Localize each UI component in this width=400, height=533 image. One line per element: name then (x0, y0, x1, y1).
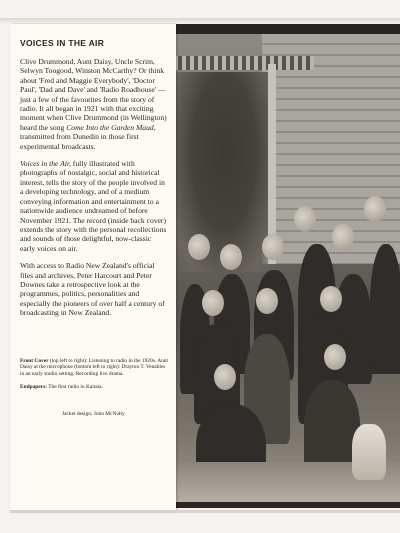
endpapers-label: Endpapers: (20, 383, 47, 390)
person-head (294, 206, 316, 232)
book-bottom-edge (10, 510, 400, 513)
book-title-italic: Voices in the Air, (20, 159, 71, 169)
person-head (256, 288, 278, 314)
veranda-lattice (174, 56, 314, 70)
cover-photograph (174, 34, 400, 502)
person-head (220, 244, 242, 270)
endpapers-text: The first radio in Kaitaia. (46, 383, 103, 390)
flap-paragraph-intro (20, 57, 168, 151)
dust-jacket-flap (10, 24, 176, 512)
intro-text: Clive Drummond, Aunt Daisy, Uncle Scrim, Selwyn Toogood, Winston McCarthy? Or think about 'Fred and Maggie Everybody', 'Doctor Paul', 'Dad and Dave' and 'Radio Roadhouse' — just a few of the favourites from the story of radio. It all began in 1921 with that exciting moment when Clive Drummond (in Wellington) heard the song (20, 57, 167, 132)
dog-figure (352, 424, 386, 480)
flap-paragraph-authors: With access to Radio New Zealand's official files and archives, Peter Harcourt and Peter Downes take a retrospective look at the programmes, politics, personalities and especially the pioneers of over half a century of broadcasting in New Zealand. (20, 261, 165, 318)
jacket-design-credit: Jacket design: John McNulty (62, 410, 125, 417)
intro-text-end: transmitted from Dunedin in those first experimental broadcasts. (20, 132, 139, 151)
person-head (324, 344, 346, 370)
person-head (332, 224, 354, 250)
credits-text: (top left to right): Listening to radio in the 1920s. Aunt Daisy at the microphone (bottom left to right): Drayton T. Venables in an early studio setting. Recording live drama. (20, 357, 168, 378)
person-head (320, 286, 342, 312)
description-text: fully illustrated with photographs of nostalgic, social and historical interest, tells the story of the people involved in a developing technology, and of a medium conveying information and entertainment to a nationwide audience undreamed of before November 1921. The record (inside back cover) extends the story with the personal recollections and sounds of those delightful, now-classic early voices on air. (20, 159, 167, 253)
song-title: Come Into the Garden Maud, (66, 122, 156, 132)
cover-credits (20, 358, 168, 378)
credits-label: Front Cover (20, 357, 49, 364)
person-head (364, 196, 386, 222)
person-head (262, 234, 284, 260)
person-head (202, 290, 224, 316)
person-figure (370, 244, 400, 374)
person-head (188, 234, 210, 260)
endpapers-note (20, 384, 168, 391)
person-head (214, 364, 236, 390)
flap-paragraph-description (20, 159, 168, 253)
flap-title: VOICES IN THE AIR (20, 38, 105, 48)
